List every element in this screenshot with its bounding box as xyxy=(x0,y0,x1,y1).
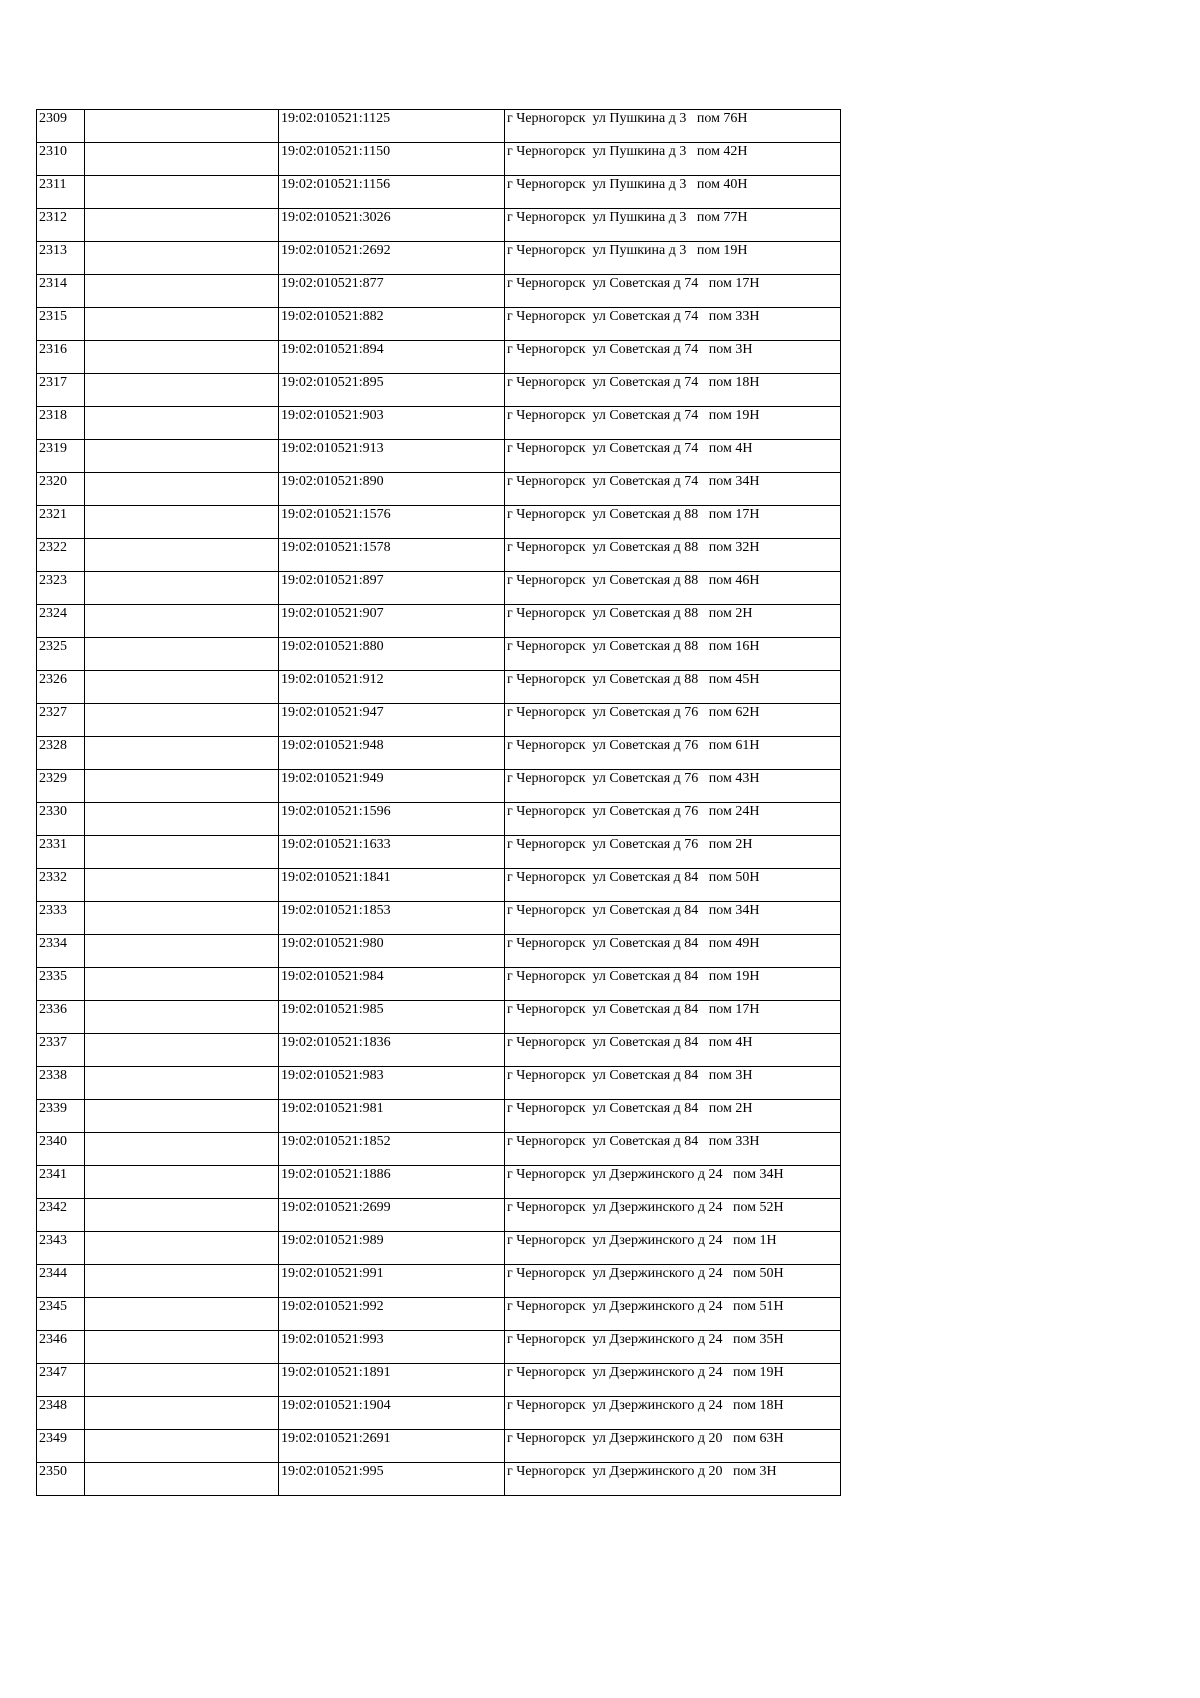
row-number-cell: 2318 xyxy=(37,407,85,440)
empty-cell xyxy=(85,374,279,407)
address-cell: г Черногорск ул Советская д 88 пом 45Н xyxy=(505,671,841,704)
row-number-cell: 2309 xyxy=(37,110,85,143)
table-row xyxy=(37,1397,841,1430)
cadastral-number-cell: 19:02:010521:1886 xyxy=(279,1166,505,1199)
row-number-cell: 2330 xyxy=(37,803,85,836)
cadastral-number-cell: 19:02:010521:1891 xyxy=(279,1364,505,1397)
table-row xyxy=(37,341,841,374)
row-number-cell: 2335 xyxy=(37,968,85,1001)
row-number-cell: 2343 xyxy=(37,1232,85,1265)
address-cell: г Черногорск ул Советская д 76 пом 43Н xyxy=(505,770,841,803)
table-row xyxy=(37,1100,841,1133)
cadastral-number-cell: 19:02:010521:980 xyxy=(279,935,505,968)
row-number-cell: 2347 xyxy=(37,1364,85,1397)
cadastral-number-cell: 19:02:010521:3026 xyxy=(279,209,505,242)
empty-cell xyxy=(85,935,279,968)
cadastral-number-cell: 19:02:010521:993 xyxy=(279,1331,505,1364)
address-cell: г Черногорск ул Советская д 84 пом 3Н xyxy=(505,1067,841,1100)
table-row xyxy=(37,1463,841,1496)
address-cell: г Черногорск ул Дзержинского д 24 пом 18Н xyxy=(505,1397,841,1430)
table-row xyxy=(37,836,841,869)
empty-cell xyxy=(85,1232,279,1265)
address-cell: г Черногорск ул Дзержинского д 24 пом 51Н xyxy=(505,1298,841,1331)
address-cell: г Черногорск ул Советская д 74 пом 18Н xyxy=(505,374,841,407)
address-cell: г Черногорск ул Пушкина д 3 пом 40Н xyxy=(505,176,841,209)
empty-cell xyxy=(85,737,279,770)
cadastral-number-cell: 19:02:010521:1596 xyxy=(279,803,505,836)
empty-cell xyxy=(85,209,279,242)
cadastral-number-cell: 19:02:010521:912 xyxy=(279,671,505,704)
table-row xyxy=(37,209,841,242)
table-row xyxy=(37,506,841,539)
empty-cell xyxy=(85,1364,279,1397)
table-row xyxy=(37,1067,841,1100)
row-number-cell: 2314 xyxy=(37,275,85,308)
empty-cell xyxy=(85,572,279,605)
cadastral-number-cell: 19:02:010521:948 xyxy=(279,737,505,770)
table-row xyxy=(37,1364,841,1397)
empty-cell xyxy=(85,770,279,803)
cadastral-number-cell: 19:02:010521:2691 xyxy=(279,1430,505,1463)
cadastral-number-cell: 19:02:010521:989 xyxy=(279,1232,505,1265)
table-row xyxy=(37,1430,841,1463)
table-row xyxy=(37,605,841,638)
row-number-cell: 2313 xyxy=(37,242,85,275)
row-number-cell: 2346 xyxy=(37,1331,85,1364)
address-cell: г Черногорск ул Советская д 88 пом 16Н xyxy=(505,638,841,671)
table-row xyxy=(37,671,841,704)
property-table xyxy=(36,109,841,1496)
table-row xyxy=(37,638,841,671)
address-cell: г Черногорск ул Пушкина д 3 пом 19Н xyxy=(505,242,841,275)
cadastral-number-cell: 19:02:010521:1852 xyxy=(279,1133,505,1166)
cadastral-number-cell: 19:02:010521:947 xyxy=(279,704,505,737)
empty-cell xyxy=(85,176,279,209)
cadastral-number-cell: 19:02:010521:983 xyxy=(279,1067,505,1100)
row-number-cell: 2316 xyxy=(37,341,85,374)
address-cell: г Черногорск ул Советская д 84 пом 33Н xyxy=(505,1133,841,1166)
address-cell: г Черногорск ул Советская д 74 пом 34Н xyxy=(505,473,841,506)
address-cell: г Черногорск ул Советская д 88 пом 32Н xyxy=(505,539,841,572)
address-cell: г Черногорск ул Дзержинского д 20 пом 3Н xyxy=(505,1463,841,1496)
address-cell: г Черногорск ул Советская д 76 пом 24Н xyxy=(505,803,841,836)
empty-cell xyxy=(85,1067,279,1100)
cadastral-number-cell: 19:02:010521:985 xyxy=(279,1001,505,1034)
empty-cell xyxy=(85,1133,279,1166)
row-number-cell: 2336 xyxy=(37,1001,85,1034)
table-row xyxy=(37,1232,841,1265)
empty-cell xyxy=(85,968,279,1001)
cadastral-number-cell: 19:02:010521:1633 xyxy=(279,836,505,869)
cadastral-number-cell: 19:02:010521:2699 xyxy=(279,1199,505,1232)
address-cell: г Черногорск ул Дзержинского д 24 пом 1Н xyxy=(505,1232,841,1265)
address-cell: г Черногорск ул Советская д 74 пом 17Н xyxy=(505,275,841,308)
row-number-cell: 2331 xyxy=(37,836,85,869)
row-number-cell: 2339 xyxy=(37,1100,85,1133)
table-row xyxy=(37,1199,841,1232)
address-cell: г Черногорск ул Дзержинского д 24 пом 35Н xyxy=(505,1331,841,1364)
row-number-cell: 2329 xyxy=(37,770,85,803)
row-number-cell: 2340 xyxy=(37,1133,85,1166)
empty-cell xyxy=(85,275,279,308)
address-cell: г Черногорск ул Советская д 84 пом 34Н xyxy=(505,902,841,935)
row-number-cell: 2319 xyxy=(37,440,85,473)
empty-cell xyxy=(85,902,279,935)
address-cell: г Черногорск ул Советская д 88 пом 46Н xyxy=(505,572,841,605)
row-number-cell: 2320 xyxy=(37,473,85,506)
row-number-cell: 2328 xyxy=(37,737,85,770)
empty-cell xyxy=(85,143,279,176)
table-row xyxy=(37,1331,841,1364)
table-row xyxy=(37,1034,841,1067)
cadastral-number-cell: 19:02:010521:903 xyxy=(279,407,505,440)
address-cell: г Черногорск ул Пушкина д 3 пом 77Н xyxy=(505,209,841,242)
address-cell: г Черногорск ул Дзержинского д 20 пом 63Н xyxy=(505,1430,841,1463)
empty-cell xyxy=(85,803,279,836)
empty-cell xyxy=(85,1331,279,1364)
address-cell: г Черногорск ул Советская д 84 пом 50Н xyxy=(505,869,841,902)
empty-cell xyxy=(85,1397,279,1430)
row-number-cell: 2317 xyxy=(37,374,85,407)
empty-cell xyxy=(85,110,279,143)
table-row xyxy=(37,803,841,836)
cadastral-number-cell: 19:02:010521:1904 xyxy=(279,1397,505,1430)
cadastral-number-cell: 19:02:010521:1150 xyxy=(279,143,505,176)
row-number-cell: 2327 xyxy=(37,704,85,737)
table-row xyxy=(37,1133,841,1166)
table-row xyxy=(37,770,841,803)
row-number-cell: 2324 xyxy=(37,605,85,638)
address-cell: г Черногорск ул Дзержинского д 24 пом 50Н xyxy=(505,1265,841,1298)
address-cell: г Черногорск ул Советская д 84 пом 19Н xyxy=(505,968,841,1001)
empty-cell xyxy=(85,473,279,506)
table-body xyxy=(37,110,841,1496)
cadastral-number-cell: 19:02:010521:1836 xyxy=(279,1034,505,1067)
row-number-cell: 2337 xyxy=(37,1034,85,1067)
cadastral-number-cell: 19:02:010521:1125 xyxy=(279,110,505,143)
table-row xyxy=(37,374,841,407)
cadastral-number-cell: 19:02:010521:1853 xyxy=(279,902,505,935)
table-row xyxy=(37,935,841,968)
empty-cell xyxy=(85,638,279,671)
row-number-cell: 2334 xyxy=(37,935,85,968)
row-number-cell: 2345 xyxy=(37,1298,85,1331)
cadastral-number-cell: 19:02:010521:897 xyxy=(279,572,505,605)
row-number-cell: 2338 xyxy=(37,1067,85,1100)
row-number-cell: 2310 xyxy=(37,143,85,176)
empty-cell xyxy=(85,1199,279,1232)
cadastral-number-cell: 19:02:010521:992 xyxy=(279,1298,505,1331)
empty-cell xyxy=(85,1265,279,1298)
address-cell: г Черногорск ул Советская д 74 пом 3Н xyxy=(505,341,841,374)
table-row xyxy=(37,539,841,572)
empty-cell xyxy=(85,1166,279,1199)
row-number-cell: 2348 xyxy=(37,1397,85,1430)
empty-cell xyxy=(85,1298,279,1331)
cadastral-number-cell: 19:02:010521:1578 xyxy=(279,539,505,572)
empty-cell xyxy=(85,605,279,638)
empty-cell xyxy=(85,1463,279,1496)
empty-cell xyxy=(85,242,279,275)
empty-cell xyxy=(85,539,279,572)
empty-cell xyxy=(85,341,279,374)
cadastral-number-cell: 19:02:010521:981 xyxy=(279,1100,505,1133)
row-number-cell: 2323 xyxy=(37,572,85,605)
cadastral-number-cell: 19:02:010521:1841 xyxy=(279,869,505,902)
row-number-cell: 2341 xyxy=(37,1166,85,1199)
cadastral-number-cell: 19:02:010521:2692 xyxy=(279,242,505,275)
table-row xyxy=(37,308,841,341)
empty-cell xyxy=(85,506,279,539)
cadastral-number-cell: 19:02:010521:913 xyxy=(279,440,505,473)
cadastral-number-cell: 19:02:010521:949 xyxy=(279,770,505,803)
table-row xyxy=(37,1001,841,1034)
address-cell: г Черногорск ул Советская д 84 пом 49Н xyxy=(505,935,841,968)
row-number-cell: 2325 xyxy=(37,638,85,671)
cadastral-number-cell: 19:02:010521:984 xyxy=(279,968,505,1001)
cadastral-number-cell: 19:02:010521:907 xyxy=(279,605,505,638)
empty-cell xyxy=(85,440,279,473)
cadastral-number-cell: 19:02:010521:895 xyxy=(279,374,505,407)
table-row xyxy=(37,737,841,770)
table-row xyxy=(37,176,841,209)
row-number-cell: 2342 xyxy=(37,1199,85,1232)
address-cell: г Черногорск ул Пушкина д 3 пом 42Н xyxy=(505,143,841,176)
cadastral-number-cell: 19:02:010521:1156 xyxy=(279,176,505,209)
empty-cell xyxy=(85,704,279,737)
empty-cell xyxy=(85,1001,279,1034)
table-row xyxy=(37,968,841,1001)
empty-cell xyxy=(85,407,279,440)
table-row xyxy=(37,704,841,737)
address-cell: г Черногорск ул Советская д 76 пом 62Н xyxy=(505,704,841,737)
cadastral-number-cell: 19:02:010521:877 xyxy=(279,275,505,308)
address-cell: г Черногорск ул Советская д 84 пом 2Н xyxy=(505,1100,841,1133)
row-number-cell: 2312 xyxy=(37,209,85,242)
cadastral-number-cell: 19:02:010521:890 xyxy=(279,473,505,506)
cadastral-number-cell: 19:02:010521:880 xyxy=(279,638,505,671)
cadastral-number-cell: 19:02:010521:894 xyxy=(279,341,505,374)
address-cell: г Черногорск ул Дзержинского д 24 пом 19Н xyxy=(505,1364,841,1397)
row-number-cell: 2344 xyxy=(37,1265,85,1298)
address-cell: г Черногорск ул Дзержинского д 24 пом 52Н xyxy=(505,1199,841,1232)
table-row xyxy=(37,1298,841,1331)
cadastral-number-cell: 19:02:010521:995 xyxy=(279,1463,505,1496)
row-number-cell: 2315 xyxy=(37,308,85,341)
row-number-cell: 2333 xyxy=(37,902,85,935)
row-number-cell: 2321 xyxy=(37,506,85,539)
empty-cell xyxy=(85,671,279,704)
address-cell: г Черногорск ул Пушкина д 3 пом 76Н xyxy=(505,110,841,143)
table-row xyxy=(37,869,841,902)
empty-cell xyxy=(85,836,279,869)
address-cell: г Черногорск ул Советская д 88 пом 17Н xyxy=(505,506,841,539)
cadastral-number-cell: 19:02:010521:882 xyxy=(279,308,505,341)
address-cell: г Черногорск ул Советская д 74 пом 33Н xyxy=(505,308,841,341)
address-cell: г Черногорск ул Советская д 76 пом 61Н xyxy=(505,737,841,770)
address-cell: г Черногорск ул Советская д 84 пом 4Н xyxy=(505,1034,841,1067)
table-row xyxy=(37,440,841,473)
table-row xyxy=(37,110,841,143)
cadastral-number-cell: 19:02:010521:991 xyxy=(279,1265,505,1298)
table-row xyxy=(37,572,841,605)
row-number-cell: 2350 xyxy=(37,1463,85,1496)
table-row xyxy=(37,242,841,275)
empty-cell xyxy=(85,869,279,902)
table-row xyxy=(37,473,841,506)
table-row xyxy=(37,902,841,935)
table-row xyxy=(37,407,841,440)
row-number-cell: 2311 xyxy=(37,176,85,209)
address-cell: г Черногорск ул Советская д 76 пом 2Н xyxy=(505,836,841,869)
cadastral-number-cell: 19:02:010521:1576 xyxy=(279,506,505,539)
address-cell: г Черногорск ул Советская д 74 пом 19Н xyxy=(505,407,841,440)
row-number-cell: 2349 xyxy=(37,1430,85,1463)
table-row xyxy=(37,1166,841,1199)
table-row xyxy=(37,275,841,308)
empty-cell xyxy=(85,1100,279,1133)
address-cell: г Черногорск ул Советская д 74 пом 4Н xyxy=(505,440,841,473)
row-number-cell: 2332 xyxy=(37,869,85,902)
address-cell: г Черногорск ул Советская д 84 пом 17Н xyxy=(505,1001,841,1034)
document-page xyxy=(36,109,840,1496)
empty-cell xyxy=(85,308,279,341)
address-cell: г Черногорск ул Дзержинского д 24 пом 34Н xyxy=(505,1166,841,1199)
row-number-cell: 2326 xyxy=(37,671,85,704)
empty-cell xyxy=(85,1034,279,1067)
row-number-cell: 2322 xyxy=(37,539,85,572)
empty-cell xyxy=(85,1430,279,1463)
address-cell: г Черногорск ул Советская д 88 пом 2Н xyxy=(505,605,841,638)
table-row xyxy=(37,143,841,176)
table-row xyxy=(37,1265,841,1298)
